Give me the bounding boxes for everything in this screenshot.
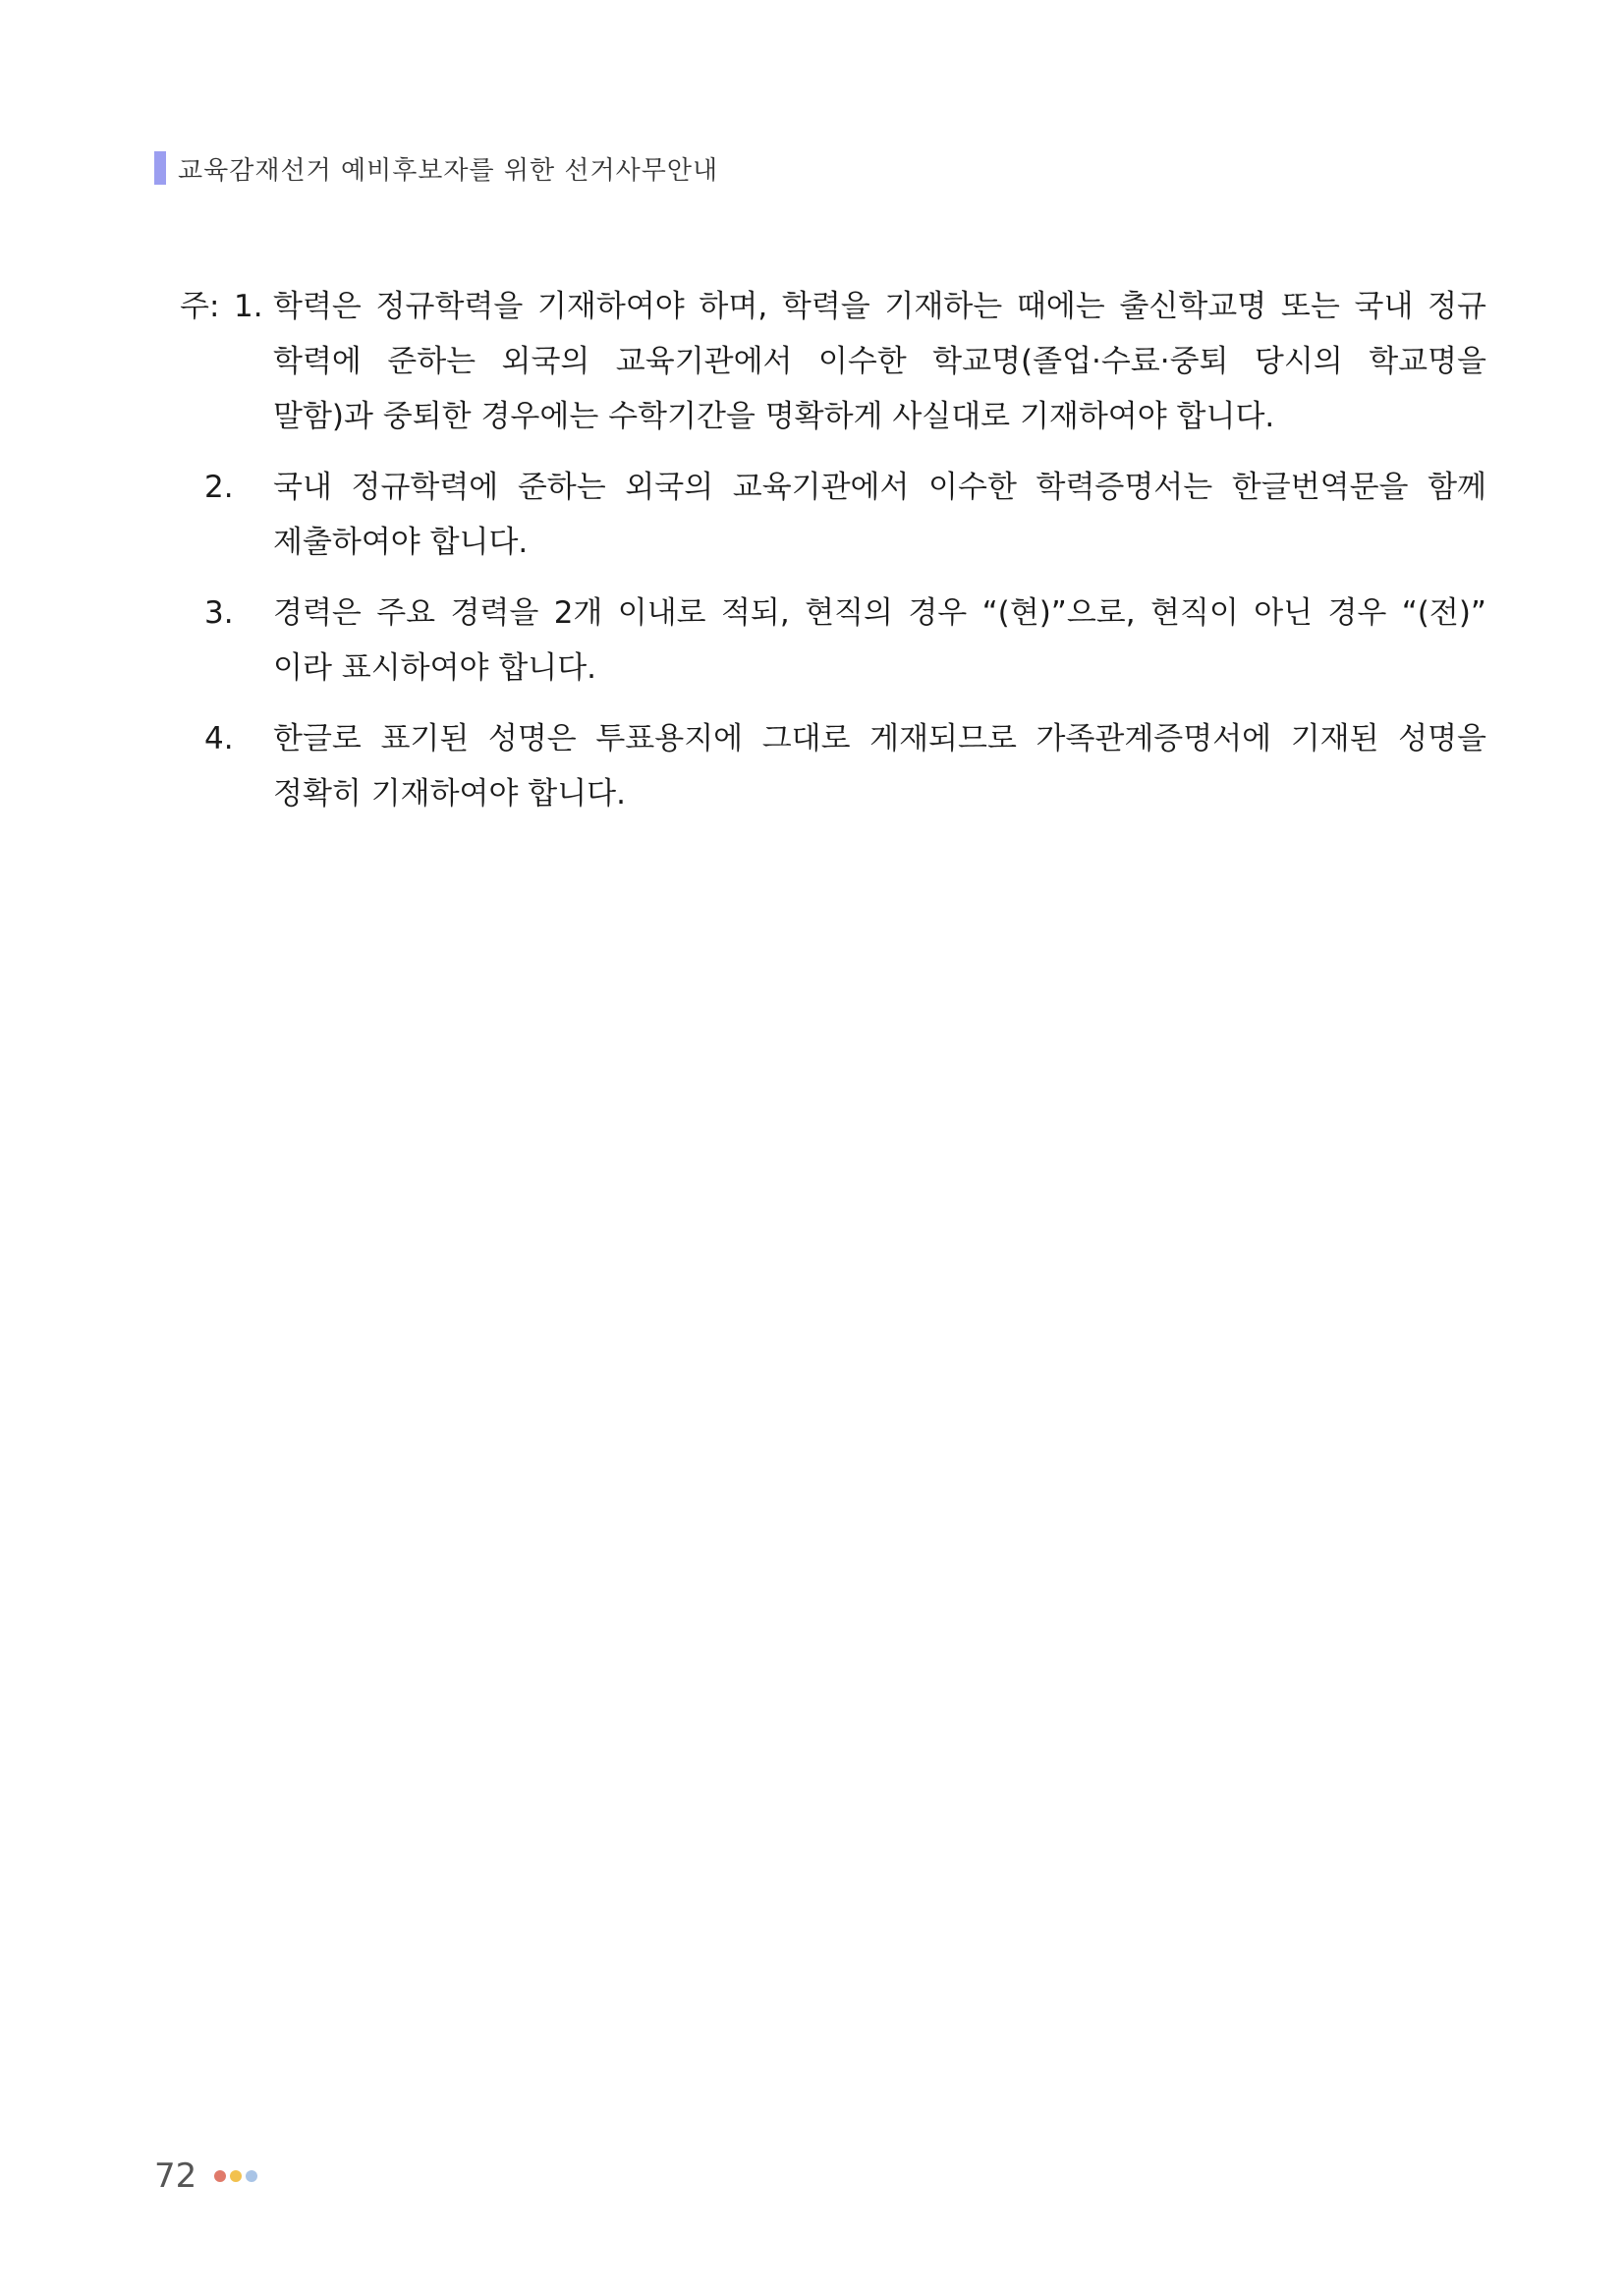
- note-text: [273, 711, 1486, 821]
- running-header: [154, 151, 718, 185]
- note-number: 2.: [204, 470, 234, 505]
- decorative-dot-icon: [230, 2170, 242, 2182]
- note-text: [273, 279, 1486, 444]
- note-line: 학력은 정규학력을 기재하여야 하며, 학력을 기재하는 때에는 출신학교명 또는 국내 정규: [273, 289, 1486, 324]
- note-item-2: [150, 460, 1486, 570]
- note-item-4: [150, 711, 1486, 821]
- note-item-3: [150, 586, 1486, 696]
- note-line: 정확히 기재하여야 합니다.: [273, 776, 626, 812]
- note-text: [273, 586, 1486, 696]
- note-number: 1.: [234, 289, 263, 324]
- header-title: 교육감재선거 예비후보자를 위한 선거사무안내: [178, 155, 719, 186]
- note-number: 3.: [204, 595, 234, 631]
- note-line: 국내 정규학력에 준하는 외국의 교육기관에서 이수한 학력증명서는 한글번역문을 함께: [273, 470, 1486, 505]
- note-line: 제출하여야 합니다.: [273, 525, 529, 560]
- page-number: 72: [154, 2156, 197, 2196]
- note-line: 말함)과 중퇴한 경우에는 수학기간을 명확하게 사실대로 기재하여야 합니다.: [273, 399, 1275, 434]
- note-line: 이라 표시하여야 합니다.: [273, 650, 597, 686]
- note-line: 한글로 표기된 성명은 투표용지에 그대로 게재되므로 가족관계증명서에 기재된 성명을: [273, 721, 1486, 756]
- note-line: 학력에 준하는 외국의 교육기관에서 이수한 학교명(졸업·수료·중퇴 당시의 학교명을: [273, 344, 1486, 379]
- decorative-dot-icon: [214, 2170, 226, 2182]
- note-item-1: [180, 279, 1486, 444]
- note-text: [273, 460, 1486, 570]
- decorative-dot-icon: [246, 2170, 257, 2182]
- note-number: 4.: [204, 721, 234, 756]
- notes-prefix: 주:: [180, 289, 220, 324]
- note-line: 경력은 주요 경력을 2개 이내로 적되, 현직의 경우 “(현)”으로, 현직이 아닌 경우 “(전)”: [273, 595, 1486, 631]
- header-accent-bar: [154, 151, 166, 185]
- page-footer: [154, 2156, 261, 2196]
- notes-section: [180, 279, 1486, 837]
